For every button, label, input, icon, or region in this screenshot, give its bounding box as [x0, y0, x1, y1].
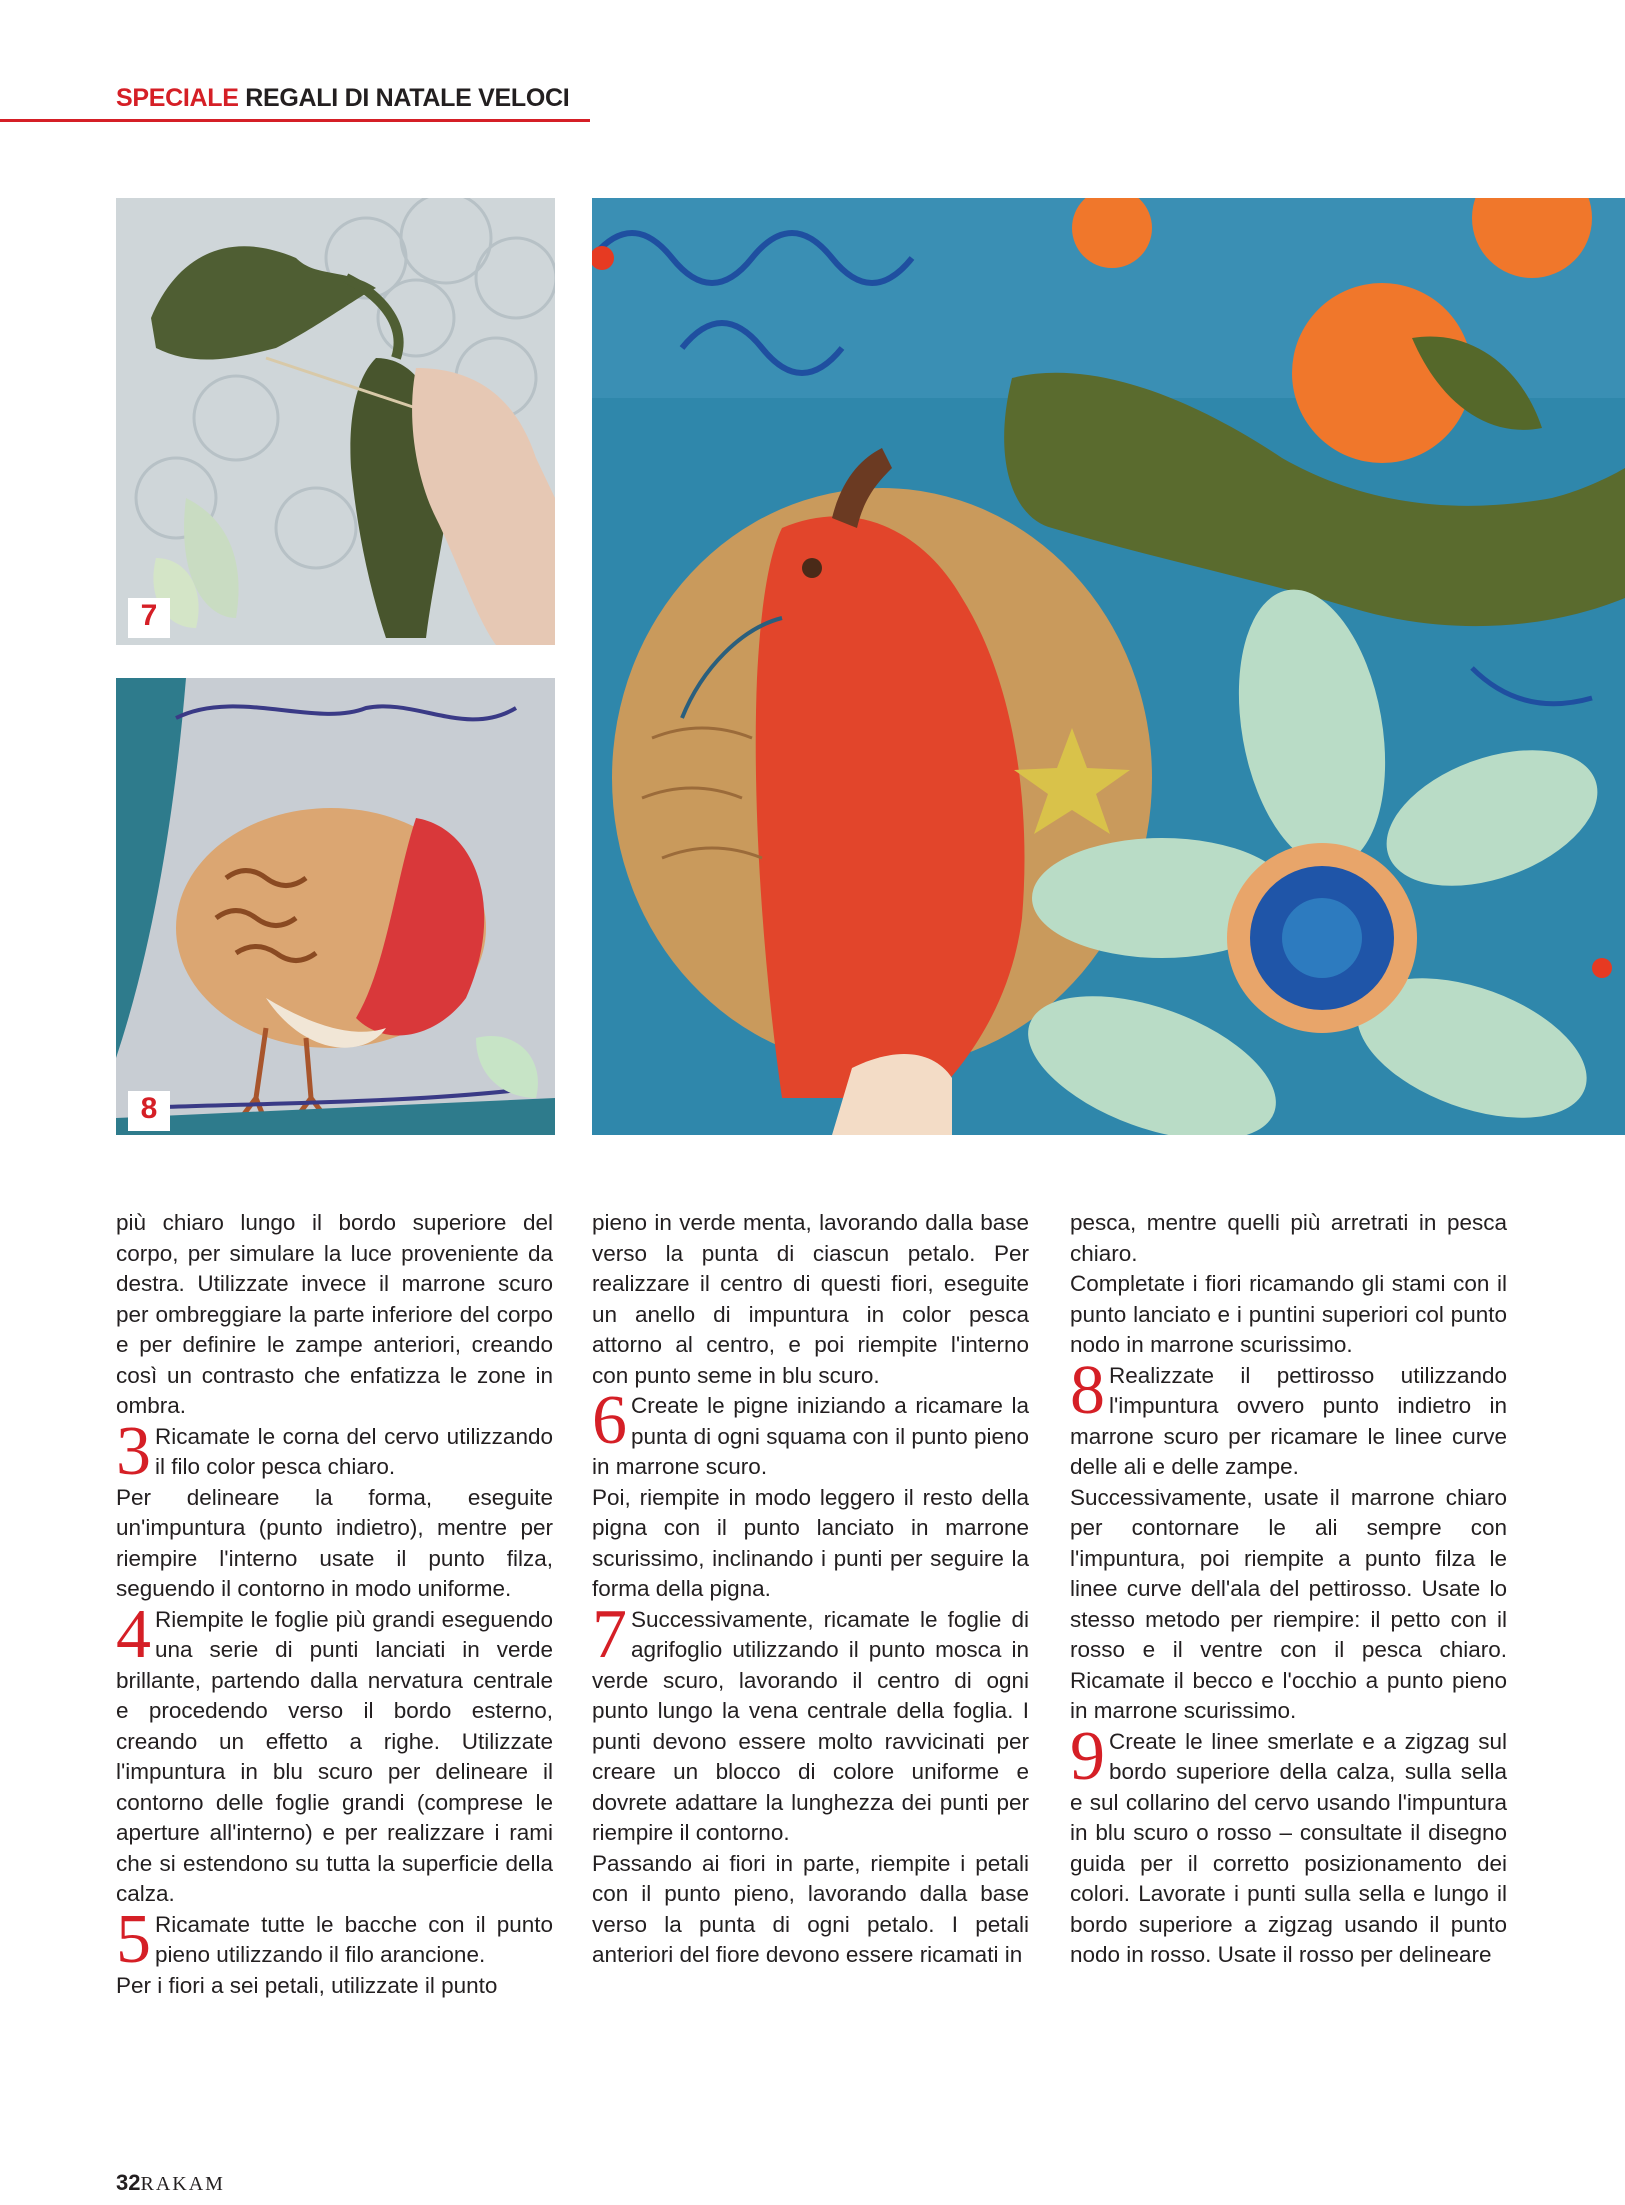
step-4: [116, 1595, 553, 1910]
step-text: Create le linee smerlate e a zigzag sul bordo superiore della calza, sulla sella e sul collarino del cervo usando l'impuntura in blu scuro o rosso – consultate il disegno guida per il corretto posizionamento dei colori. Lavorate i punti sulla sella e lungo il bordo superiore a zigzag usando il punto nodo in rosso. Usate il rosso per delineare: [1070, 1728, 1507, 1967]
paragraph: pieno in verde menta, lavorando dalla base verso la punta di ciascun petalo. Per realizzare il centro di questi fiori, eseguite un anello di impuntura in color pesca attorno al centro, e poi riempite l'interno con punto seme in blu scuro.: [592, 1210, 1029, 1388]
photo-step-7: [116, 198, 555, 645]
step-9: [1070, 1717, 1507, 1971]
magazine-name: RAKAM: [140, 2173, 225, 2195]
header-title: REGALI DI NATALE VELOCI: [245, 84, 570, 112]
text-column-2: [592, 1208, 1029, 1971]
step-6: [592, 1382, 1029, 1483]
step-3: [116, 1412, 553, 1490]
step-text: Ricamate tutte le bacche con il punto pieno utilizzando il filo arancione.: [155, 1911, 553, 1967]
step-number: 7: [592, 1595, 627, 1673]
page-footer: [116, 2170, 225, 2196]
section-header: [116, 84, 588, 113]
header-rule: [0, 119, 590, 122]
step-text: Realizzate il pettirosso utilizzando l'impuntura ovvero punto indietro in marrone scuro per ricamare le linee curve delle ali e delle zampe.: [1070, 1362, 1507, 1479]
step-number: 4: [116, 1595, 151, 1673]
paragraph: Completate i fiori ricamando gli stami con il punto lanciato e i puntini superiori col punto nodo in marrone scurissimo.: [1070, 1271, 1507, 1357]
step-8: [1070, 1351, 1507, 1483]
step-number: 3: [116, 1412, 151, 1490]
paragraph: Passando ai fiori in parte, riempite i petali con il punto pieno, lavorando dalla base verso la punta di ogni petalo. I petali anteriori del fiore devono essere ricamati in: [592, 1850, 1029, 1967]
text-column-1: [116, 1208, 553, 2001]
step-7: [592, 1595, 1029, 1849]
photo-badge-8: 8: [128, 1091, 170, 1131]
photo-main-illustration: [592, 198, 1625, 1135]
header-section-label: SPECIALE: [116, 84, 239, 112]
text-column-3: [1070, 1208, 1507, 1971]
step-text: Riempite le foglie più grandi eseguendo una serie di punti lanciati in verde brillante, partendo dalla nervatura centrale e procedendo verso il bordo esterno, creando un effetto a righe. Utilizzate l'impuntura in blu scuro per delineare il contorno delle foglie grandi (comprese le aperture all'interno) e per realizzare i rami che si estendono su tutta la superficie della calza.: [116, 1606, 553, 1906]
paragraph: Per delineare la forma, eseguite un'impuntura (punto indietro), mentre per riempire l'interno usate il punto filza, seguendo il contorno in modo uniforme.: [116, 1484, 553, 1601]
photo-step-7-illustration: [116, 198, 555, 645]
photo-step-8: [116, 678, 555, 1135]
page-number: 32: [116, 2170, 141, 2195]
paragraph: Per i fiori a sei petali, utilizzate il punto: [116, 1972, 498, 1998]
step-5: [116, 1900, 553, 1978]
photo-step-8-illustration: [116, 678, 555, 1135]
step-text: Successivamente, ricamate le foglie di agrifoglio utilizzando il punto mosca in verde scuro, lavorando il centro di ogni punto lungo la vena centrale della foglia. I punti devono essere molto ravvicinati per creare un blocco di colore uniforme e dovrete adattare la lunghezza dei punti per riempire il contorno.: [592, 1606, 1029, 1845]
step-number: 8: [1070, 1351, 1105, 1429]
paragraph: Poi, riempite in modo leggero il resto della pigna con il punto lanciato in marrone scurissimo, inclinando i punti per seguire la forma della pigna.: [592, 1484, 1029, 1601]
step-number: 5: [116, 1900, 151, 1978]
paragraph: Successivamente, usate il marrone chiaro per contornare le ali sempre con l'impuntura, poi riempite a punto filza le linee curve dell'ala del pettirosso. Usate lo stesso metodo per riempire: il petto con il rosso e il ventre con il pesca chiaro. Ricamate il becco e l'occhio a punto pieno in marrone scurissimo.: [1070, 1484, 1507, 1723]
paragraph: più chiaro lungo il bordo superiore del corpo, per simulare la luce proveniente da destra. Utilizzate invece il marrone scuro per ombreggiare la parte inferiore del corpo e per definire le zampe anteriori, creando così un contrasto che enfatizza le zone in ombra.: [116, 1210, 553, 1418]
step-text: Ricamate le corna del cervo utilizzando il filo color pesca chiaro.: [155, 1423, 553, 1479]
photo-badge-7: 7: [128, 598, 170, 638]
step-number: 6: [592, 1382, 627, 1459]
step-number: 9: [1070, 1717, 1105, 1795]
step-text: Create le pigne iniziando a ricamare la punta di ogni squama con il punto pieno in marrone scuro.: [592, 1393, 1029, 1479]
paragraph: pesca, mentre quelli più arretrati in pesca chiaro.: [1070, 1210, 1507, 1266]
photo-main-robin: [592, 198, 1625, 1135]
